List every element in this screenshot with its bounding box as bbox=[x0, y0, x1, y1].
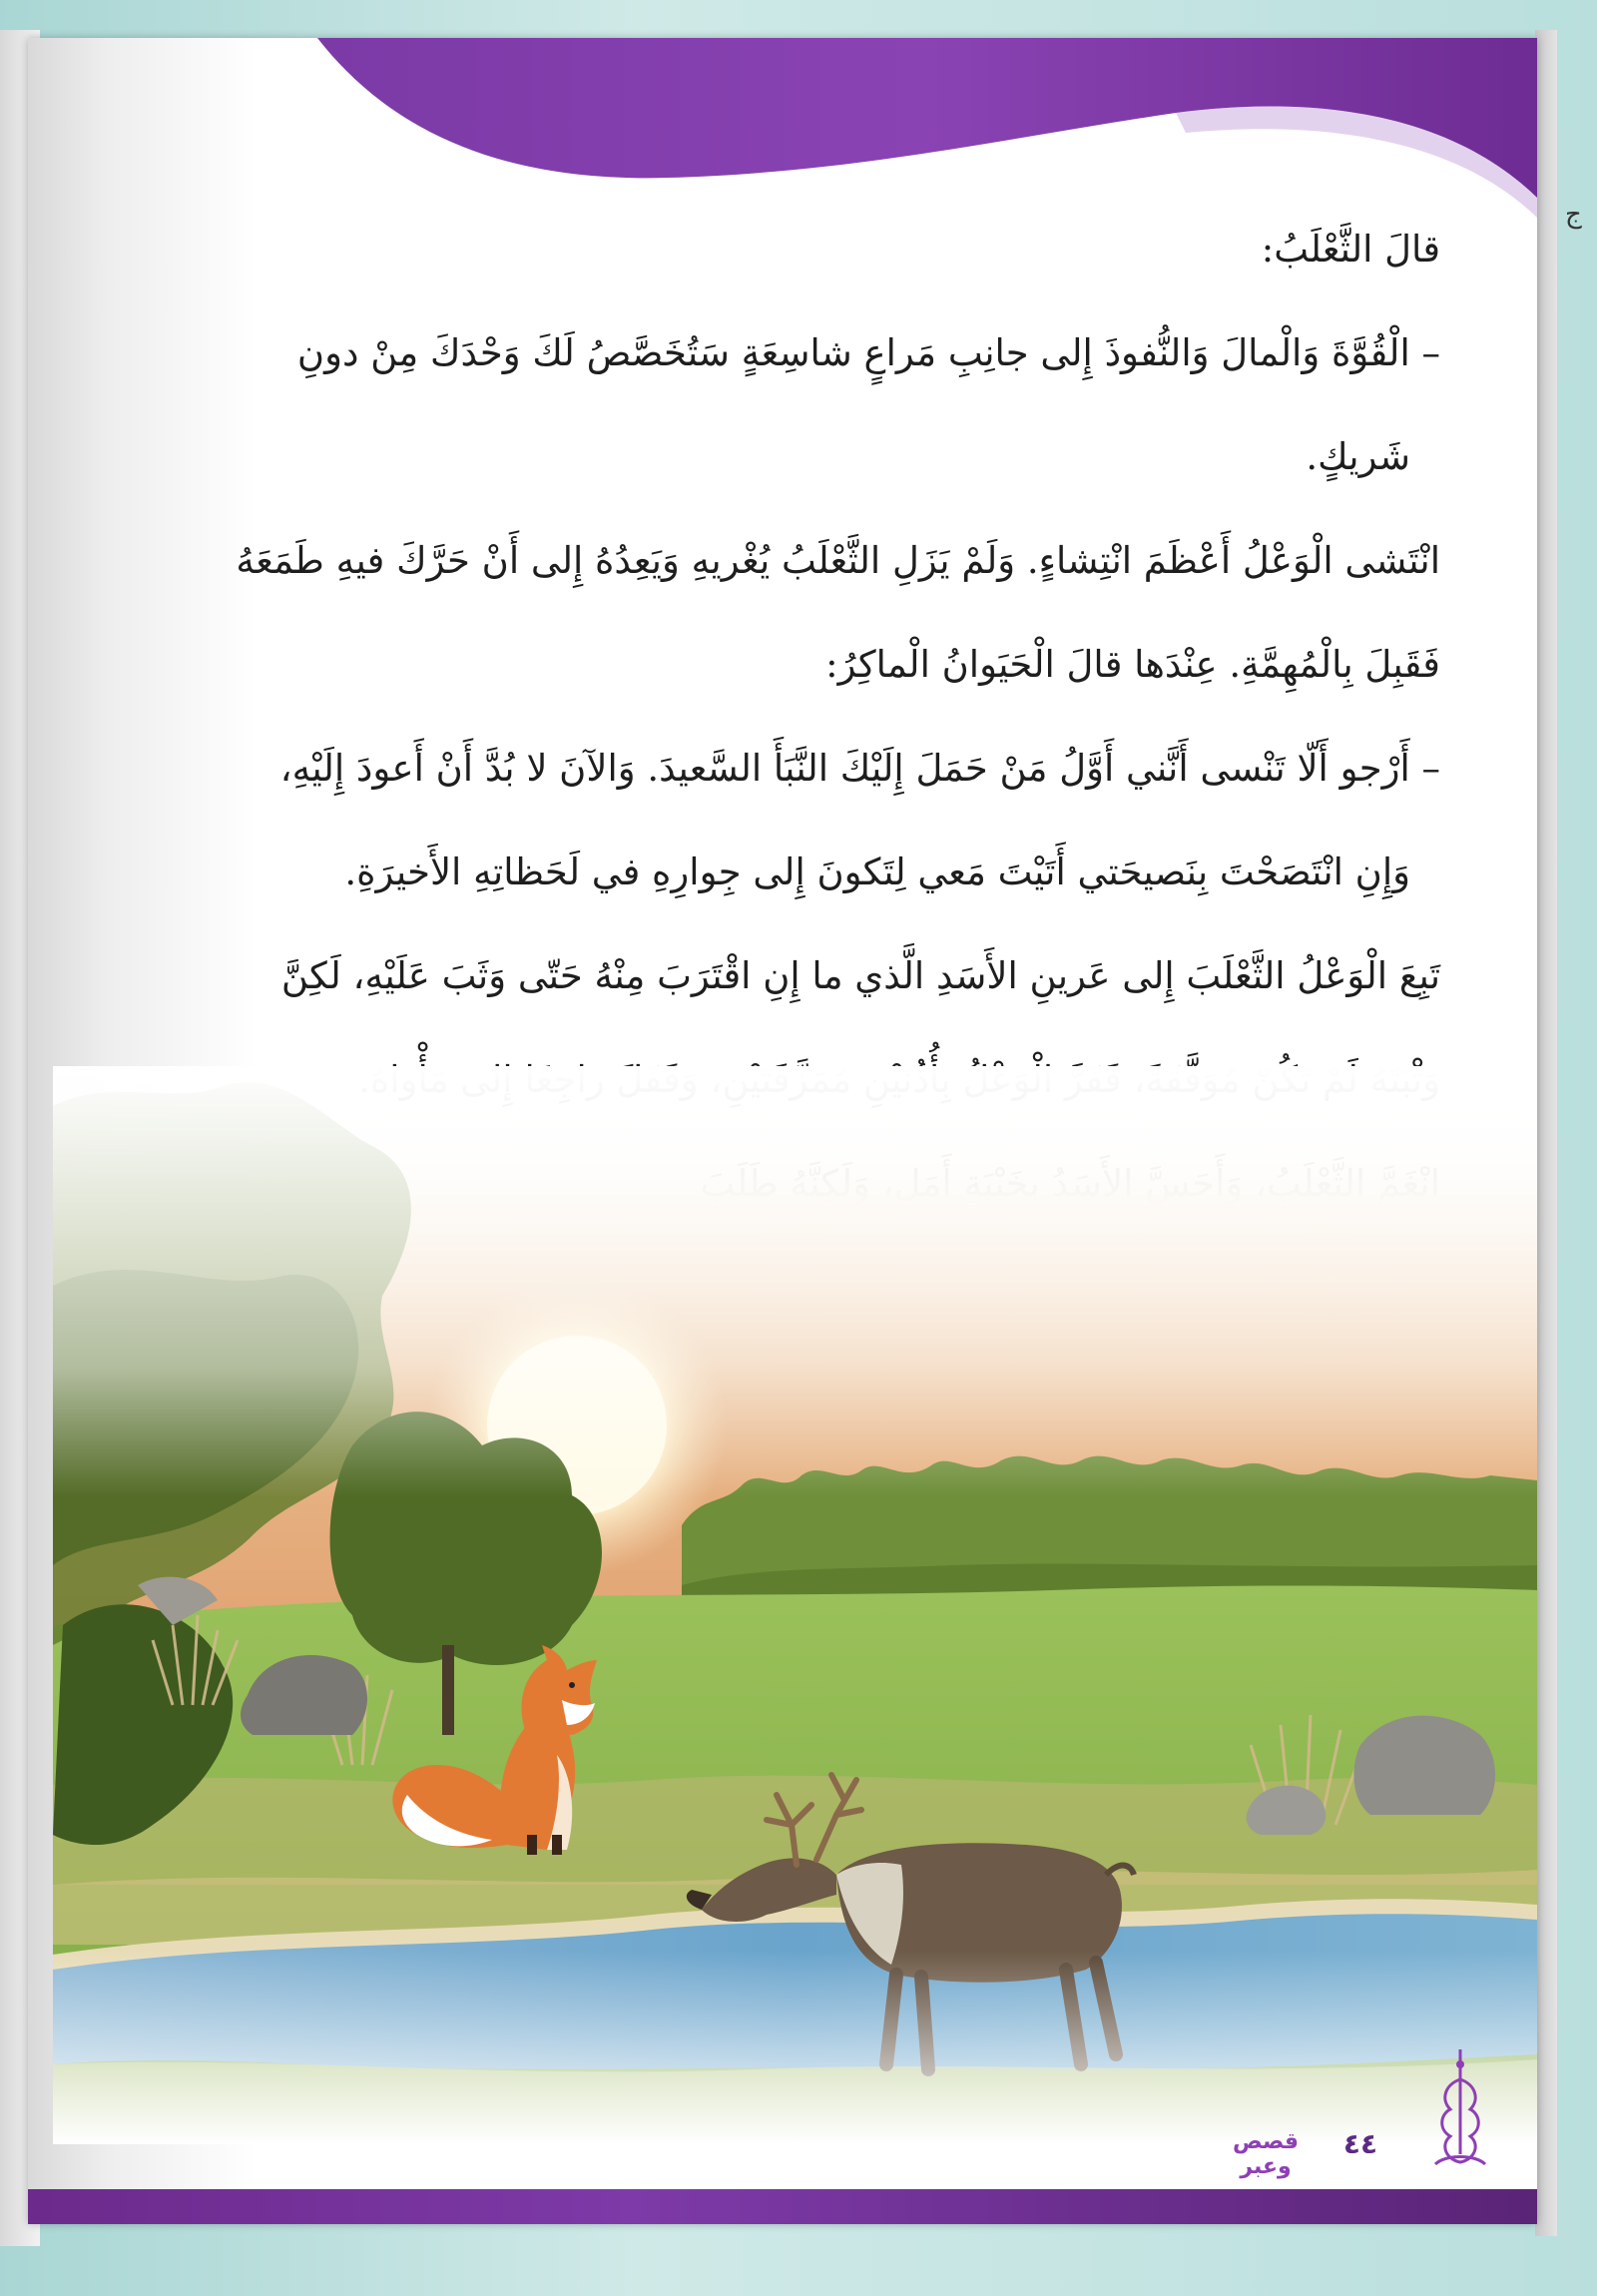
footer-band bbox=[28, 2189, 1537, 2224]
book-title: قصص وعبر bbox=[1232, 2129, 1300, 2179]
story-illustration bbox=[53, 1066, 1537, 2144]
paragraph-4: انْتَشى الْوَعْلُ أَعْظَمَ انْتِشاءٍ. وَلَمْ يَزَلِ الثَّعْلَبُ يُغْريهِ وَيَعِدُهُ إِلى أَنْ حَرَّكَ فيهِ طَمَعَهُ bbox=[236, 539, 1440, 582]
page-edge bbox=[1535, 30, 1557, 2236]
paragraph-8: تَبِعَ الْوَعْلُ الثَّعْلَبَ إِلى عَرينِ الأَسَدِ الَّذي ما إِنِ اقْتَرَبَ مِنْهُ حَتّى وَثَبَ عَلَيْهِ، لَكِنَّ bbox=[280, 954, 1440, 997]
paragraph-5: فَقَبِلَ بِالْمُهِمَّةِ. عِنْدَها قالَ الْحَيَوانُ الْماكِرُ: bbox=[825, 643, 1440, 686]
paragraph-1: قالَ الثَّعْلَبُ: bbox=[1261, 228, 1440, 271]
next-page-peek-letter: ج bbox=[1565, 200, 1582, 230]
paragraph-6: – أَرْجو أَلّا تَنْسى أَنَّني أَوَّلُ مَنْ حَمَلَ إِلَيْكَ النَّبَأَ السَّعيدَ. وَالآنَ لا بُدَّ أَنْ أَعودَ إِلَيْهِ، bbox=[279, 747, 1440, 790]
paragraph-3: شَريكٍ. bbox=[1306, 435, 1410, 478]
page-number: ٤٤ bbox=[1342, 2127, 1378, 2160]
paragraph-7: وَإِنِ انْتَصَحْتَ بِنَصيحَتي أَتَيْتَ مَعي لِتَكونَ إِلى جِوارِهِ في لَحَظاتِهِ الأَخيرَةِ. bbox=[344, 851, 1410, 893]
ornament-icon bbox=[1420, 2044, 1500, 2174]
book-page bbox=[28, 38, 1537, 2224]
paragraph-2: – الْقُوَّةَ وَالْمالَ وَالنُّفوذَ إِلى جانِبِ مَراعٍ شاسِعَةٍ سَتُخَصَّصُ لَكَ وَحْدَكَ مِنْ دونِ bbox=[296, 331, 1440, 374]
